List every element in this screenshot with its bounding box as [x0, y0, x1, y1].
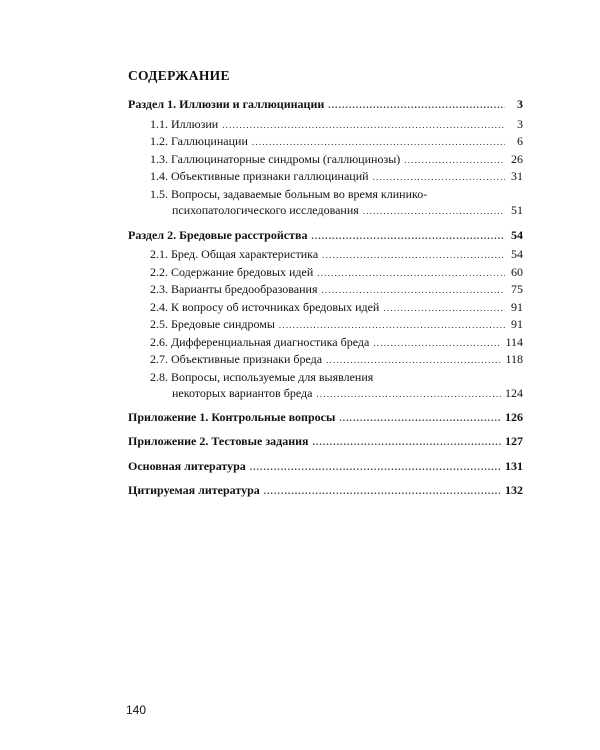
toc-cited-literature[interactable] [128, 482, 523, 500]
toc-entry-1-5-continued[interactable] [128, 202, 523, 220]
dot-leader [339, 410, 501, 427]
dot-leader [316, 386, 501, 403]
toc-page-number: 132 [505, 483, 523, 497]
page-title: СОДЕРЖАНИЕ [128, 68, 230, 83]
toc-appendix-2[interactable] [128, 433, 523, 451]
dot-leader [328, 97, 505, 114]
toc-page-number: 114 [505, 334, 523, 349]
toc-page-number: 3 [517, 116, 523, 131]
toc-entry-label: 2.2. Содержание бредовых идей [150, 264, 314, 279]
toc-entry-label: 2.1. Бред. Общая характеристика [150, 247, 319, 261]
toc-page-number: 124 [505, 386, 523, 400]
toc-entry-label: 1.3. Галлюцинаторные синдромы (галлюцинозы) [150, 151, 401, 166]
dot-leader [326, 352, 501, 369]
dot-leader [252, 134, 505, 151]
dot-leader [321, 282, 505, 299]
toc-entry-label: Раздел 1. Иллюзии и галлюцинации [128, 97, 325, 111]
toc-page-number: 26 [511, 151, 523, 166]
toc-entry-label: некоторых вариантов бреда [172, 386, 313, 400]
dot-leader [250, 459, 501, 476]
toc-section-2[interactable] [128, 227, 523, 245]
toc-page-number: 6 [517, 134, 523, 148]
toc-page-number: 91 [511, 317, 523, 331]
toc-entry-2-1[interactable] [128, 246, 523, 264]
toc-page-number: 91 [511, 299, 523, 314]
toc-entry-label: 2.3. Варианты бредообразования [150, 282, 318, 296]
toc-entry-label: Цитируемая литература [128, 483, 260, 497]
dot-leader [373, 169, 505, 186]
dot-leader [373, 335, 501, 352]
toc-entry-label: Приложение 2. Тестовые задания [128, 434, 309, 448]
dot-leader [313, 434, 501, 451]
page-footer-number: 140 [126, 703, 147, 717]
dot-leader [322, 247, 505, 264]
toc-entry-1-1[interactable] [128, 116, 523, 134]
toc-entry-label: 2.5. Бредовые синдромы [150, 317, 275, 331]
toc-page-number: 54 [511, 227, 523, 242]
dot-leader [279, 317, 505, 334]
toc-entry-2-5[interactable] [128, 316, 523, 334]
table-of-contents [128, 96, 523, 500]
toc-entry-label: 1.4. Объективные признаки галлюцинаций [150, 169, 369, 183]
toc-entry-2-8[interactable]: 2.8. Вопросы, используемые для выявления [150, 369, 374, 384]
toc-entry-label: 1.1. Иллюзии [150, 116, 219, 131]
toc-entry-label: психопатологического исследования [172, 203, 359, 217]
toc-entry-1-3[interactable] [128, 151, 523, 169]
toc-entry-label: Раздел 2. Бредовые расстройства [128, 227, 308, 242]
toc-entry-label: Основная литература [128, 458, 246, 473]
toc-entry-2-2[interactable] [128, 264, 523, 282]
toc-page-number: 127 [505, 434, 523, 448]
toc-entry-label: 2.7. Объективные признаки бреда [150, 352, 323, 366]
toc-page-number: 54 [511, 247, 523, 261]
toc-page-number: 118 [505, 352, 523, 366]
toc-entry-2-6[interactable] [128, 334, 523, 352]
toc-entry-1-4[interactable] [128, 168, 523, 186]
toc-page-number: 75 [511, 282, 523, 296]
toc-entry-label: 2.4. К вопросу об источниках бредовых идей [150, 299, 380, 314]
toc-entry-1-2[interactable] [128, 133, 523, 151]
toc-page-number: 126 [505, 409, 523, 424]
toc-entry-label: 1.2. Галлюцинации [150, 134, 248, 148]
dot-leader [404, 152, 505, 169]
toc-page-number: 60 [511, 264, 523, 279]
toc-entry-1-5[interactable]: 1.5. Вопросы, задаваемые больным во время клинико- [150, 186, 428, 201]
dot-leader [222, 117, 505, 134]
dot-leader [363, 203, 505, 220]
toc-page-number: 51 [511, 203, 523, 217]
toc-entry-2-7[interactable] [128, 351, 523, 369]
toc-page-number: 131 [505, 458, 523, 473]
toc-entry-2-3[interactable] [128, 281, 523, 299]
dot-leader [264, 483, 501, 500]
dot-leader [311, 228, 505, 245]
toc-section-1[interactable] [128, 96, 523, 114]
dot-leader [317, 265, 505, 282]
toc-entry-2-4[interactable] [128, 299, 523, 317]
dot-leader [383, 300, 505, 317]
toc-entry-2-8-continued[interactable] [128, 385, 523, 403]
toc-entry-label: Приложение 1. Контрольные вопросы [128, 409, 336, 424]
toc-entry-label: 2.6. Дифференциальная диагностика бреда [150, 334, 370, 349]
toc-page-number: 31 [511, 169, 523, 183]
toc-main-literature[interactable] [128, 458, 523, 476]
toc-appendix-1[interactable] [128, 409, 523, 427]
toc-page-number: 3 [517, 97, 523, 111]
